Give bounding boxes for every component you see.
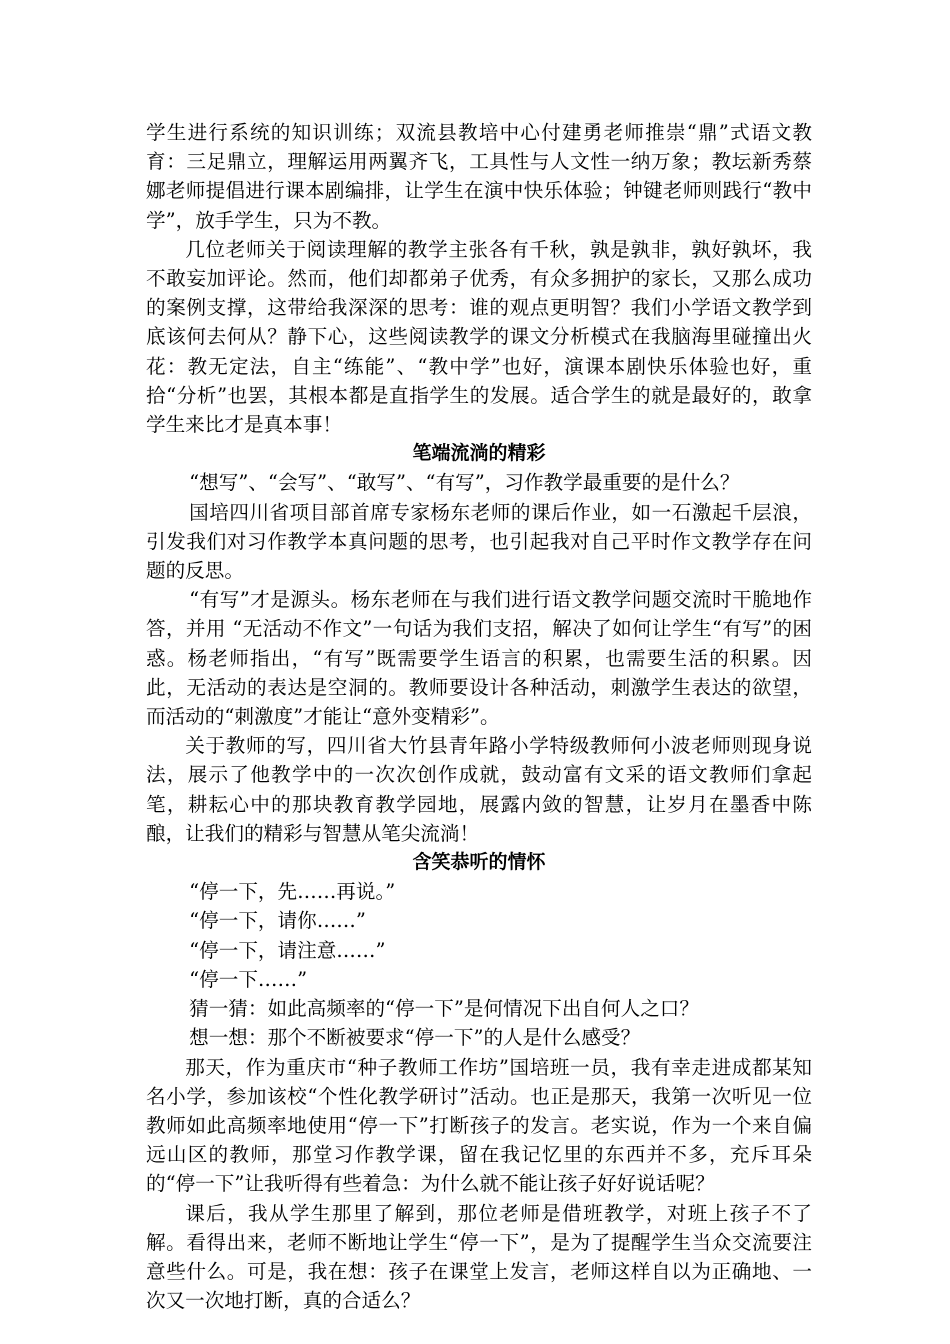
paragraph-think: 想一想：那个不断被要求“停一下”的人是什么感受？ <box>189 1026 641 1050</box>
section-heading-listening: 含笑恭听的情怀 <box>412 851 546 874</box>
paragraph-that-day: 那天，作为重庆市“种子教师工作坊”国培班一员，我有幸走进成都某知名小学，参加该校“个性化教学研讨”活动。也正是那天，我第一次听见一位教师如此高频率地使用“停一下”打断孩子的发言。老实说，作为一个来自偏远山区的教师，那堂习作教学课，留在我记忆里的东西并不多，充斥耳朵的“停一下”让我听得有些着急：为什么就不能让孩子好好说话呢？ <box>146 1055 812 1196</box>
paragraph-intro: 学生进行系统的知识训练；双流县教培中心付建勇老师推崇“鼎”式语文教育：三足鼎立，理解运用两翼齐飞，工具性与人文性一纳万象；教坛新秀蔡娜老师提倡进行课本剧编排，让学生在演中快乐体验；钟键老师则践行“教中学”，放手学生，只为不教。 <box>146 121 812 232</box>
paragraph-guess: 猜一猜：如此高频率的“停一下”是何情况下出自何人之口？ <box>189 997 699 1021</box>
paragraph-source: “有写”才是源头。杨东老师在与我们进行语文教学问题交流时干脆地作答，并用 “无活动不作文”一句话为我们支招，解决了如何让学生“有写”的困惑。杨老师指出，“有写”既需要学生语言的积累，也需要生活的积累。因此，无活动的表达是空洞的。教师要设计各种活动，刺激学生表达的欲望，而活动的“刺激度”才能让“意外变精彩”。 <box>146 588 812 729</box>
quote-line: “停一下，先……再说。” <box>189 880 396 904</box>
paragraph-teacher-writing: 关于教师的写，四川省大竹县青年路小学特级教师何小波老师则现身说法，展示了他教学中的一次次创作成就，鼓动富有文采的语文教师们拿起笔，耕耘心中的那块教育教学园地，展露内敛的智慧，让岁月在墨香中陈酿，让我们的精彩与智慧从笔尖流淌！ <box>146 734 812 845</box>
quote-line: “停一下……” <box>189 967 308 991</box>
quote-line: “停一下，请注意……” <box>189 938 386 962</box>
paragraph-reading-teaching: 几位老师关于阅读理解的教学主张各有千秋，孰是孰非，孰好孰坏，我不敢妄加评论。然而，他们却都弟子优秀，有众多拥护的家长，又那么成功的案例支撑，这带给我深深的思考：谁的观点更明智？我们小学语文教学到底该何去何从？静下心，这些阅读教学的课文分析模式在我脑海里碰撞出火花：教无定法，自主“练能”、“教中学”也好，演课本剧快乐体验也好，重拾“分析”也罢，其根本都是直指学生的发展。适合学生的就是最好的，敢拿学生来比才是真本事！ <box>146 237 812 437</box>
paragraph-writing-question: “想写”、“会写”、“敢写”、“有写”，习作教学最重要的是什么？ <box>189 471 740 495</box>
paragraph-after-class: 课后，我从学生那里了解到，那位老师是借班教学，对班上孩子不了解。看得出来，老师不断地让学生“停一下”，是为了提醒学生当众交流要注意些什么。可是，我在想：孩子在课堂上发言，老师这样自以为正确地、一次又一次地打断，真的合适么？ <box>146 1201 812 1313</box>
document-page <box>146 118 812 1315</box>
section-heading-writing: 笔端流淌的精彩 <box>412 442 546 465</box>
quote-line: “停一下，请你……” <box>189 909 366 933</box>
paragraph-homework: 国培四川省项目部首席专家杨东老师的课后作业，如一石激起千层浪，引发我们对习作教学本真问题的思考，也引起我对自己平时作文教学存在问题的反思。 <box>146 500 812 583</box>
